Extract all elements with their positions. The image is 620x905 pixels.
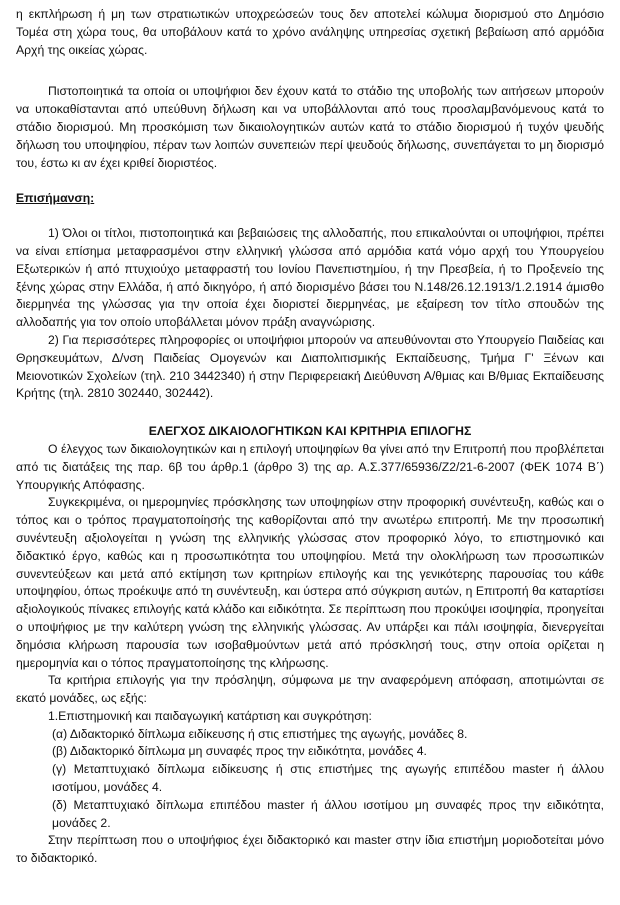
paragraph-control: Ο έλεγχος των δικαιολογητικών και η επιλογή υποψηφίων θα γίνει από την Επιτροπή που προβλέπεται από τις διατάξεις της παρ. 6β του άρθρ.1 (άρθρο 3) της αρ. Α.Σ.377/65936/Ζ2/21-6-2007 (ΦΕΚ 1074 Β΄) Υπουργικής Απόφασης. bbox=[16, 441, 604, 492]
note-heading: Επισήμανση: bbox=[16, 191, 95, 206]
criteria-1-item-a: (α) Διδακτορικό δίπλωμα ειδίκευσης ή στις επιστήμες της αγωγής, μονάδες 8. bbox=[52, 726, 468, 741]
section-title: ΕΛΕΓΧΟΣ ΔΙΚΑΙΟΛΟΓΗΤΙΚΩΝ ΚΑΙ ΚΡΙΤΗΡΙΑ ΕΠΙΛΟΓΗΣ bbox=[148, 424, 472, 439]
criteria-1-item-b: (β) Διδακτορικό δίπλωμα μη συναφές προς την ειδικότητα, μονάδες 4. bbox=[52, 744, 427, 759]
criteria-1-item-d: (δ) Μεταπτυχιακό δίπλωμα επιπέδου master ή άλλου ισοτίμου μη συναφές προς την ειδικότητα, μονάδες 2. bbox=[52, 797, 604, 830]
paragraph-final: Στην περίπτωση που ο υποψήφιος έχει διδακτορικό και master στην ίδια επιστήμη μοριοδοτείται μόνο το διδακτορικό. bbox=[16, 833, 604, 866]
paragraph-continuation: η εκπλήρωση ή μη των στρατιωτικών υποχρεώσεών τους δεν αποτελεί κώλυμα διορισμού στο Δημόσιο Τομέα στη χώρα τους, θα υποβάλουν κατά το χρόνο ανάληψης υπηρεσίας σχετική βεβαίωση από αρμόδια Αρχή της οικείας χώρας. bbox=[16, 7, 604, 57]
paragraph-certificates: Πιστοποιητικά τα οποία οι υποψήφιοι δεν έχουν κατά το στάδιο της υποβολής των αιτήσεων μπορούν να υποκαθίστανται από υπεύθυνη δήλωση και να υποβάλλονται από τους προσλαμβανόμενους κατά το στάδιο διορισμού. Μη προσκόμιση των δικαιολογητικών αυτών κατά το στάδιο διορισμού ή τυχόν ψευδής δήλωση του υποψηφίου, πέραν των λοιπών συνεπειών περί ψευδούς δήλωσης, συνεπάγεται το μη διορισμό του, έστω κι αν έχει κριθεί διοριστέος. bbox=[16, 84, 604, 170]
criteria-1-item-c: (γ) Μεταπτυχιακό δίπλωμα ειδίκευσης ή στις επιστήμες της αγωγής επιπέδου master ή άλλου ισοτίμου, μονάδες 4. bbox=[52, 762, 604, 795]
note-item-2: 2) Για περισσότερες πληροφορίες οι υποψήφιοι μπορούν να απευθύνονται στο Υπουργείο Παιδείας και Θρησκευμάτων, Δ/νση Παιδείας Ομογενών και Διαπολιτισμικής Εκπαίδευσης, Τμήμα Γ' Ξένων και Μειονοτικών Σχολείων (τηλ. 210 3442340) ή στην Περιφερειακή Διεύθυνση Α/θμιας και Β/θμιας Εκπαίδευσης Κρήτης (τηλ. 2810 302440, 302442). bbox=[16, 332, 604, 401]
paragraph-specifically: Συγκεκριμένα, οι ημερομηνίες πρόσκλησης των υποψηφίων στην προφορική συνέντευξη, καθώς και ο τόπος και ο τρόπος πραγματοποίησής της καθορίζονται από την ανωτέρω επιτροπή. Με την προσωπική συνέντευξη αξιολογείται η γνώση της ελληνικής γλώσσας στον προφορικό λόγο, το επιστημονικό και διδακτικό έργο, καθώς και η προσωπικότητα του υποψηφίου. Μετά την ολοκλήρωση των προσωπικών συνεντεύξεων και μετά από εκτίμηση των κριτηρίων επιλογής και της γενικότερης παρουσίας του κάθε υποψηφίου, όπως προέκυψε από τη συνέντευξη, και ύστερα από σύγκριση αυτών, η Επιτροπή θα καταρτίσει αξιολογικούς πίνακες επιλογής κατά κλάδο και ειδικότητα. Σε περίπτωση που προκύψει ισοψηφία, προηγείται ο υποψήφιος με την καλύτερη γνώση της ελληνικής γλώσσας. Αν υπάρξει και πάλι ισοψηφία, διενεργείται δημόσια κλήρωση παρουσία των ισοβαθμούντων μετά από πρόσκλησή τους, στην οποία ορίζεται η ημερομηνία και ο τόπος πραγματοποίησης της κλήρωσης. bbox=[16, 495, 604, 670]
note-item-1: 1) Όλοι οι τίτλοι, πιστοποιητικά και βεβαιώσεις της αλλοδαπής, που επικαλούνται οι υποψήφιοι, πρέπει να είναι επίσημα μεταφρασμένοι στην ελληνική γλώσσα από αρμόδια κατά νόμο αρχή του Υπουργείου Εξωτερικών ή από πτυχιούχο μεταφραστή του Ιονίου Πανεπιστημίου, ή την Πρεσβεία, ή το Προξενείο της ξένης χώρας στην Ελλάδα, ή από δικηγόρο, ή από διορισμένο βάσει του Ν.148/26.12.1913/1.2.1914 άμισθο διερμηνέα της γλώσσας για την οποία έχει διοριστεί διερμηνέας, με εξαίρεση τον τίτλο σπουδών της αλλοδαπής για τον οποίο υποβάλλεται μόνον πράξη αναγνώρισης. bbox=[16, 226, 604, 330]
criteria-1-heading: 1.Επιστημονική και παιδαγωγική κατάρτιση και συγκρότηση: bbox=[48, 708, 372, 723]
paragraph-criteria: Τα κριτήρια επιλογής για την πρόσληψη, σύμφωνα με την αναφερόμενη απόφαση, αποτιμώνται σε εκατό μονάδες, ως εξής: bbox=[16, 673, 604, 706]
